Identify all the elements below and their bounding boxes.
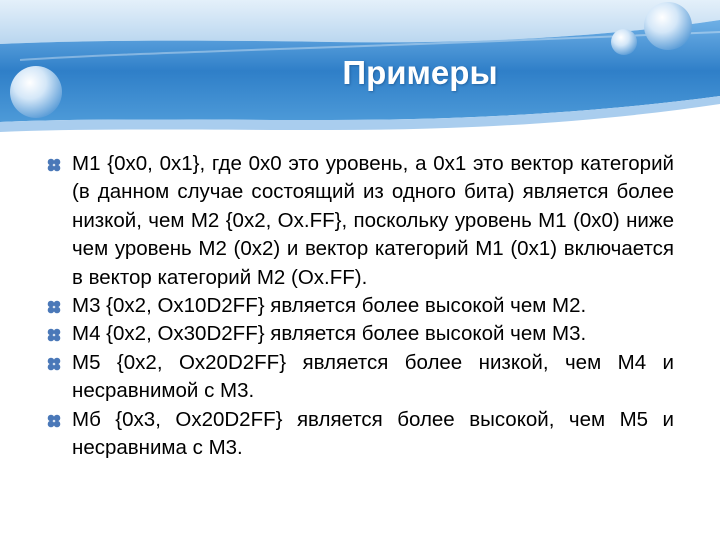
diamond-bullet-icon: [46, 413, 62, 429]
bullet-text: М3 {0x2, Ox10D2FF} является более высокой чем М2.: [72, 294, 587, 318]
decorative-orb-right-icon: [644, 2, 692, 50]
list-item: [46, 320, 674, 348]
bullet-text: Мб {0x3, Ox20D2FF} является более высокой, чем М5 и несравнима с М3.: [72, 407, 674, 460]
decorative-orb-large-icon: [10, 66, 62, 118]
bullet-list: [46, 150, 674, 462]
diamond-bullet-icon: [46, 327, 62, 343]
diamond-bullet-icon: [46, 299, 62, 315]
slide-title: Примеры: [342, 54, 498, 91]
bullet-text: М1 {0x0, 0x1}, где 0x0 это уровень, а 0x1 это вектор категорий (в данном случае состоящий из одного бита) является более низкой, чем М2 {0x2, Ox.FF}, поскольку уровень М1 (0x0) ниже чем уровень М2 (0x2) и вектор категорий М1 (0x1) включается в вектор категорий М2 (Ox.FF).: [72, 152, 674, 289]
bullet-text: М4 {0x2, Ox30D2FF} является более высокой чем М3.: [72, 322, 587, 346]
diamond-bullet-icon: [46, 356, 62, 372]
bullet-text: М5 {0x2, Ox20D2FF} является более низкой, чем М4 и несравнимой с М3.: [72, 350, 674, 403]
list-item: [46, 150, 674, 292]
list-item: [46, 349, 674, 406]
diamond-bullet-icon: [46, 157, 62, 173]
list-item: [46, 406, 674, 463]
decorative-orb-small-icon: [611, 29, 637, 55]
slide-header-banner: [0, 0, 720, 135]
list-item: [46, 292, 674, 320]
